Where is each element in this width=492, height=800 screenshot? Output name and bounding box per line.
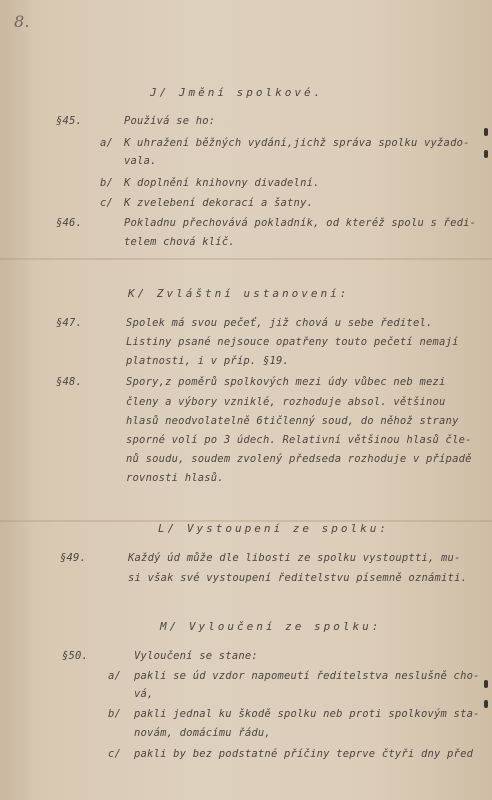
item-letter: a/	[108, 670, 122, 682]
paragraph-line: pakli se úd vzdor napomeutí ředitelstva neslušně cho-	[134, 670, 480, 682]
paragraph-line: K uhražení běžných vydání,jichž správa spolku vyžado-	[124, 137, 470, 149]
paragraph-line: telem chová klíč.	[124, 236, 235, 248]
section-heading-j: J/ Jmění spolkové.	[150, 86, 324, 99]
paragraph-line: Používá se ho:	[124, 115, 216, 127]
paragraph-line: Listiny psané nejsouce opatřeny touto pečetí nemají	[126, 336, 459, 348]
punch-hole	[484, 700, 488, 708]
paragraph-line: Spory,z poměrů spolkových mezi údy vůbec neb mezi	[126, 376, 446, 388]
section-heading-l: L/ Vystoupení ze spolku:	[158, 522, 389, 535]
item-letter: b/	[108, 708, 122, 720]
paragraph-line: Vyloučení se stane:	[134, 650, 258, 662]
item-letter: c/	[100, 197, 114, 209]
paragraph-line: pakli by bez podstatné příčiny teprve čtyři dny před	[134, 748, 474, 760]
section-heading-m: M/ Vyloučení ze spolku:	[160, 620, 382, 633]
paragraph-line: si však své vystoupení ředitelstvu písemně oznámiti.	[128, 572, 468, 584]
paragraph-line: pakli jednal ku škodě spolku neb proti spolkovým sta-	[134, 708, 480, 720]
punch-hole	[484, 150, 488, 158]
punch-hole	[484, 680, 488, 688]
paragraph-number: §45.	[56, 115, 83, 127]
paragraph-line: K zvelebení dekorací a šatny.	[124, 197, 314, 209]
paragraph-number: §47.	[56, 317, 83, 329]
paragraph-line: novám, domácímu řádu,	[134, 727, 271, 739]
paragraph-line: Každý úd může dle libosti ze spolku vystouptti, mu-	[128, 552, 461, 564]
page-number: 8.	[14, 12, 30, 31]
paragraph-line: platnosti, i v příp. §19.	[126, 355, 290, 367]
item-letter: c/	[108, 748, 122, 760]
paragraph-number: §49.	[60, 552, 87, 564]
paragraph-line: členy a výbory vzniklé, rozhoduje absol. většinou	[126, 396, 446, 408]
item-letter: a/	[100, 137, 114, 149]
paragraph-line: Spolek má svou pečeť, již chová u sebe ředitel.	[126, 317, 433, 329]
paragraph-line: vala.	[124, 155, 157, 167]
paragraph-number: §50.	[62, 650, 89, 662]
paragraph-line: rovnosti hlasů.	[126, 472, 224, 484]
paragraph-line: vá,	[134, 688, 154, 700]
paragraph-number: §46.	[56, 217, 83, 229]
paragraph-number: §48.	[56, 376, 83, 388]
paragraph-line: K doplnění knihovny divadelní.	[124, 177, 320, 189]
section-heading-k: K/ Zvláštní ustanovení:	[128, 287, 350, 300]
punch-hole	[484, 128, 488, 136]
paragraph-line: nů soudu, soudem zvolený předseda rozhoduje v případě	[126, 453, 472, 465]
item-letter: b/	[100, 177, 114, 189]
paragraph-line: sporné volí po 3 údech. Relativní většinou hlasů čle-	[126, 434, 472, 446]
paragraph-line: hlasů neodvolatelně 6tičlenný soud, do něhož strany	[126, 415, 459, 427]
fold-crease	[0, 258, 492, 260]
paragraph-line: Pokladnu přechovává pokladník, od kteréž spolu s ředi-	[124, 217, 477, 229]
